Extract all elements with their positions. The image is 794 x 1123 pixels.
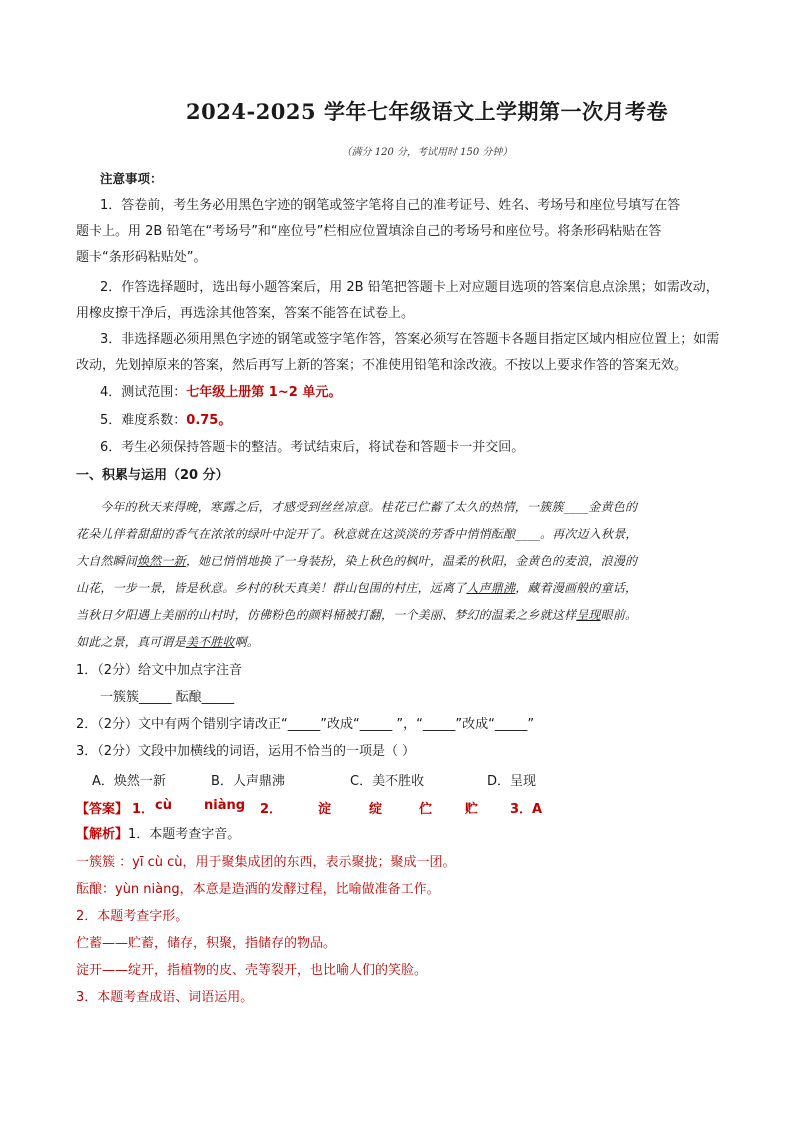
underlined-phrase: 人声鼎沸 (466, 581, 516, 595)
notice-item5 (100, 411, 736, 431)
answer-part: 贮 (465, 802, 479, 817)
question-2: 2．（2分）文中有两个错别字请改正“_____”改成“_____ ”，“_____”改成“_____” (76, 717, 535, 732)
notice-item4-label: 4．测试范围： (100, 385, 187, 400)
question-3: 3．（2分）文段中加横线的词语，运用不恰当的一项是（ ） (76, 744, 416, 759)
test-scope: 七年级上册第 1~2 单元。 (186, 385, 342, 400)
answer-part: 3．A (510, 802, 543, 817)
answer-part: niàng (204, 798, 246, 813)
notice-item6: 6．考生必须保持答题卡的整洁。考试结束后，将试卷和答题卡一并交回。 (100, 440, 525, 455)
passage-text: 当秋日夕阳遇上美丽的山村时，仿佛粉色的颜料桶被打翻，一个美丽、梦幻的温柔之乡就这样 (76, 608, 577, 622)
answer-part: 1． (132, 802, 155, 817)
option-b: B．人声鼎沸 (211, 774, 285, 789)
answer-part: 2． (260, 802, 283, 817)
passage-text: 啊。 (234, 635, 260, 649)
notice-heading: 注意事项： (100, 171, 163, 186)
analysis-line-7: 3．本题考查成语、词语运用。 (76, 990, 254, 1005)
notice-item3-line2: 改动，先划掉原来的答案，然后再写上新的答案；不准使用铅笔和涂改液。不按以上要求作答的答案无效。 (76, 358, 688, 373)
passage-text: 眼前。 (600, 608, 638, 622)
notice-item1-line1: 1．答卷前，考生务必用黑色字迹的钢笔或签字笔将自己的准考证号、姓名、考场号和座位号填写在答 (100, 198, 681, 213)
passage-text: ，藏着漫画般的童话， (515, 581, 638, 595)
notice-item4 (100, 383, 736, 403)
notice-item1-line3: 题卡“条形码粘贴处”。 (76, 250, 207, 265)
answer-part: 伫 (419, 802, 433, 817)
underlined-phrase: 呈现 (576, 608, 601, 622)
passage-line-4 (76, 578, 736, 598)
answer-label: 【答案】 (76, 802, 129, 817)
notice-item1-line2: 题卡上。用 2B 铅笔在“考场号”和“座位号”栏相应位置填涂自己的考场号和座位号。将条形码粘贴在答 (76, 224, 662, 239)
underlined-phrase: 焕然一新 (137, 554, 186, 568)
analysis-line-3: 酝酿：yùn niàng，本意是造酒的发酵过程，比喻做准备工作。 (76, 882, 440, 897)
passage-line-2: 花朵儿伴着甜甜的香气在浓浓的绿叶中淀开了。秋意就在这淡淡的芳香中悄悄酝酿____。再次迈入秋景， (76, 527, 638, 541)
analysis-line-2: 一簇簇 ：yī cù cù，用于聚集成团的东西，表示聚拢；聚成一团。 (76, 855, 456, 870)
exam-title: 2024-2025 学年七年级语文上学期第一次月考卷 (186, 99, 668, 124)
answer-part: 淀 (318, 802, 332, 817)
notice-item2-line1: 2．作答选择题时，选出每小题答案后，用 2B 铅笔把答题卡上对应题目选项的答案信息点涂黑；如需改动， (100, 280, 719, 295)
passage-text: 如此之景，真可谓是 (76, 635, 186, 649)
analysis-label: 【解析】 (76, 827, 129, 842)
question-1-blanks: 一簇簇_____ 酝酿_____ (100, 690, 235, 705)
notice-item5-label: 5．难度系数： (100, 413, 187, 428)
section-1-heading: 一、积累与运用（20 分） (76, 468, 229, 483)
passage-line-5 (76, 605, 736, 625)
option-d: D．呈现 (487, 774, 537, 789)
analysis-line-6: 淀开——绽开，指植物的皮、壳等裂开，也比喻人们的笑脸。 (76, 963, 428, 978)
exam-subtitle: （满分 120 分，考试用时 150 分钟） (341, 147, 513, 158)
difficulty-value: 0.75。 (186, 413, 232, 428)
underlined-phrase: 美不胜收 (185, 635, 235, 649)
notice-item3-line1: 3．非选择题必须用黑色字迹的钢笔或签字笔作答，答案必须写在答题卡各题目指定区域内相应位置上；如需 (100, 332, 720, 347)
passage-line-6 (76, 632, 736, 652)
analysis-line-4: 2．本题考查字形。 (76, 909, 189, 924)
notice-item2-line2: 用橡皮擦干净后，再选涂其他答案，答案不能答在试卷上。 (76, 306, 415, 321)
passage-text: ，她已悄悄地换了一身装扮，染上秋色的枫叶，温柔的秋阳，金黄色的麦浪，浪漫的 (185, 554, 638, 568)
option-c: C．美不胜收 (350, 774, 425, 789)
passage-text: 山花，一步一景，皆是秋意。乡村的秋天真美！群山包围的村庄，远离了 (76, 581, 467, 595)
passage-line-1: 今年的秋天来得晚，寒露之后，才感受到丝丝凉意。桂花已伫蓄了太久的热情，一簇簇____金黄色的 (100, 500, 638, 514)
question-1: 1．（2分）给文中加点字注音 (76, 663, 243, 678)
answer-part: cù (155, 798, 172, 813)
passage-text: 大自然瞬间 (76, 554, 138, 568)
analysis-line-1 (76, 825, 736, 845)
analysis-line-5: 伫蓄——贮蓄，储存，积聚，指储存的物品。 (76, 936, 337, 951)
analysis-text: 1．本题考查字音。 (128, 827, 241, 842)
passage-line-3 (76, 551, 736, 571)
answer-part: 绽 (369, 802, 383, 817)
option-a: A．焕然一新 (92, 774, 166, 789)
